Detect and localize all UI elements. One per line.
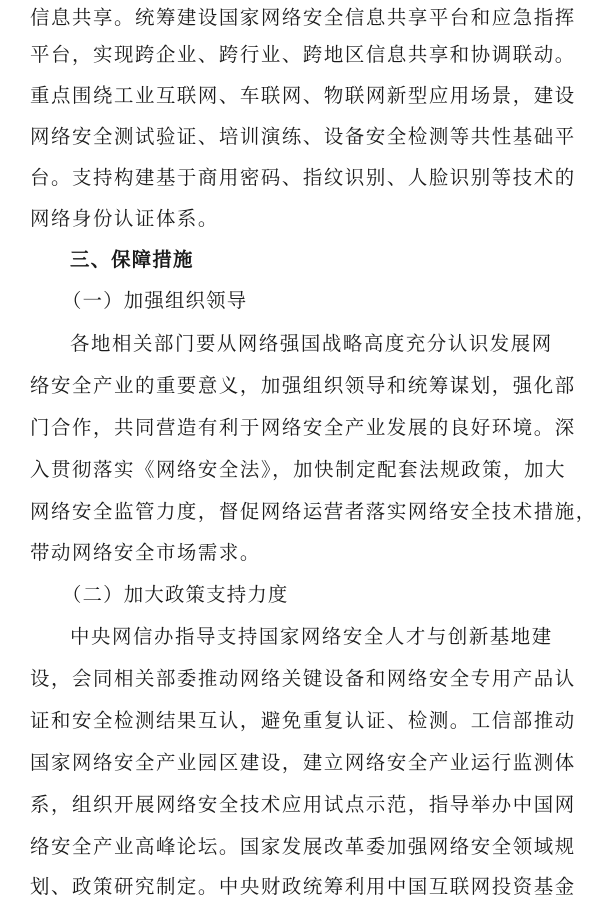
- paragraph-line: 中央网信办指导支持国家网络安全人才与创新基地建: [70, 625, 553, 648]
- subsection-heading: （一）加强组织领导: [62, 289, 248, 312]
- paragraph-line: 带动网络安全市场需求。: [30, 541, 261, 564]
- paragraph-line: 重点围绕工业互联网、车联网、物联网新型应用场景，建设: [30, 84, 576, 107]
- paragraph-line: 络安全产业的重要意义，加强组织领导和统筹谋划，强化部: [30, 374, 576, 397]
- paragraph-line: 入贯彻落实《网络安全法》，加快制定配套法规政策，加大: [30, 458, 567, 481]
- paragraph-line: 证和安全检测结果互认，避免重复认证、检测。工信部推动: [30, 709, 576, 732]
- subsection-heading: （二）加大政策支持力度: [62, 583, 289, 606]
- paragraph-line: 网络安全测试验证、培训演练、设备安全检测等共性基础平: [30, 125, 576, 148]
- paragraph-line: 设，会同相关部委推动网络关键设备和网络安全专用产品认: [30, 667, 576, 690]
- paragraph-line: 平台，实现跨企业、跨行业、跨地区信息共享和协调联动。: [30, 43, 576, 66]
- paragraph-line: 国家网络安全产业园区建设，建立网络安全产业运行监测体: [30, 751, 576, 774]
- paragraph-line: 信息共享。统筹建设国家网络安全信息共享平台和应急指挥: [30, 6, 576, 29]
- paragraph-line: 网络身份认证体系。: [30, 207, 219, 230]
- paragraph-line: 划、政策研究制定。中央财政统筹利用中国互联网投资基金: [30, 875, 576, 898]
- paragraph-line: 台。支持构建基于商用密码、指纹识别、人脸识别等技术的: [30, 166, 576, 189]
- paragraph-line: 络安全产业高峰论坛。国家发展改革委加强网络安全领域规: [30, 835, 576, 858]
- paragraph-line: 网络安全监管力度，督促网络运营者落实网络安全技术措施，: [30, 500, 597, 523]
- paragraph-line: 系，组织开展网络安全技术应用试点示范，指导举办中国网: [30, 793, 576, 816]
- paragraph-line: 门合作，共同营造有利于网络安全产业发展的良好环境。深: [30, 416, 576, 439]
- section-heading: 三、保障措施: [70, 248, 194, 271]
- paragraph-line: 各地相关部门要从网络强国战略高度充分认识发展网: [70, 332, 553, 355]
